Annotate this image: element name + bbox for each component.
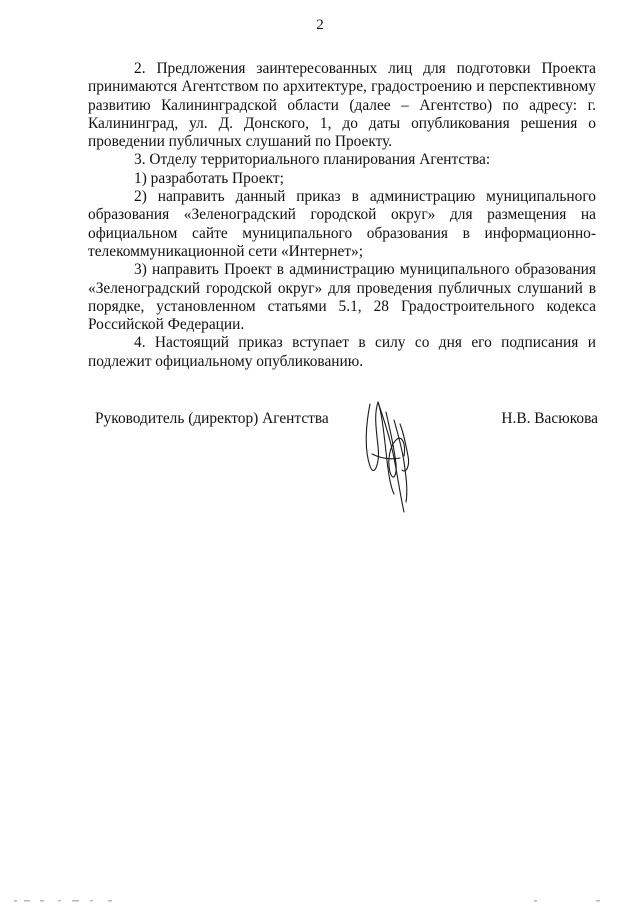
paragraph-department-instructions: 3. Отделу территориального планирования Агентства:	[134, 151, 491, 169]
paragraph-proposals: 2. Предложения заинтересованных лиц для подготовки Проекта принимаются Агентством по архитектуре, градостроению и перспективному развитию Калининградской области (далее – Агентство) по адресу: г. Калининград, ул. Д. Донского, 1, до даты опубликования решения о проведении публичных слушаний по Проекту.	[88, 60, 596, 151]
scan-footer-marks	[0, 895, 640, 905]
paragraph-item-send-project: 3) направить Проект в администрацию муниципального образования «Зеленоградский городской округ» для проведения публичных слушаний в порядке, установленном статьями 5.1, 28 Градостроительного кодекса Российской Федерации.	[88, 261, 596, 334]
document-body	[88, 60, 596, 371]
signature-block	[88, 402, 598, 522]
paragraph-item-send-order: 2) направить данный приказ в администрацию муниципального образования «Зеленоградский городской округ» для размещения на официальном сайте муниципального образования в информационно-телекоммуникационной сети «Интернет»;	[88, 188, 596, 260]
handwritten-signature	[360, 394, 424, 518]
paragraph-item-develop-project: 1) разработать Проект;	[134, 169, 284, 187]
page-number: 2	[316, 17, 324, 33]
signatory-name: Н.В. Васюкова	[501, 410, 598, 427]
paragraph-effective-date: 4. Настоящий приказ вступает в силу со дня его подписания и подлежит официальному опубликованию.	[88, 334, 596, 370]
signatory-position: Руководитель (директор) Агентства	[95, 410, 329, 427]
